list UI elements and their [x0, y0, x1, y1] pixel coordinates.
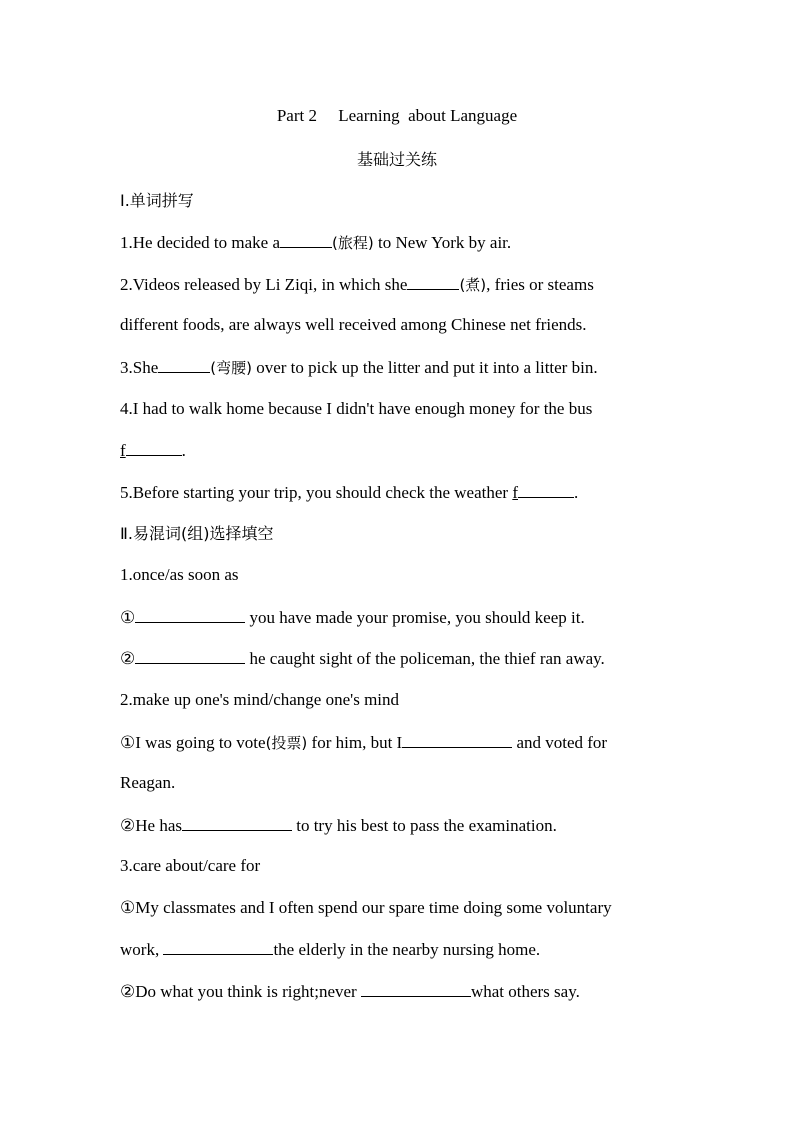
page-subtitle: 基础过关练 — [356, 150, 437, 169]
question-2-line-2: different foods, are always well received among Chinese net friends. — [120, 315, 587, 334]
g2a-text-mid: for him, but I — [307, 733, 403, 752]
q3-text-end: over to pick up the litter and put it into a litter bin. — [251, 358, 598, 377]
group-1-label: 1.once/as soon as — [120, 565, 239, 584]
group-3-label: 3.care about/care for — [120, 856, 261, 875]
q3-blank[interactable] — [158, 356, 210, 373]
g1a-marker: ① — [120, 608, 136, 627]
g2b-text: He has — [135, 816, 182, 835]
q3-hint: (弯腰) — [210, 359, 252, 377]
g1b-text: he caught sight of the policeman, the thief ran away. — [245, 649, 605, 668]
page-title: Part 2 Learning about Language — [276, 106, 518, 125]
q1-text: 1.He decided to make a — [120, 233, 281, 252]
g1a-text: you have made your promise, you should keep it. — [245, 608, 585, 627]
q2-text: 2.Videos released by Li Ziqi, in which she — [120, 275, 408, 294]
group-3-item-b — [120, 980, 680, 1003]
g2a-text: I was going to vote — [135, 733, 266, 752]
q5-blank[interactable] — [518, 481, 574, 498]
g3b-marker: ② — [120, 982, 136, 1001]
question-2 — [120, 273, 680, 296]
question-4-line-2 — [120, 439, 680, 462]
g2a-blank[interactable] — [402, 731, 512, 748]
g1b-marker: ② — [120, 649, 136, 668]
question-3 — [120, 356, 680, 379]
q5-first-letter: f — [512, 483, 518, 502]
g3a-marker: ① — [120, 898, 136, 917]
q1-text-end: to New York by air. — [373, 233, 512, 252]
group-1-item-a — [120, 606, 680, 629]
g3b-text: Do what you think is right;never — [135, 982, 361, 1001]
q2-blank[interactable] — [407, 273, 459, 290]
g2a-hint: (投票) — [265, 734, 308, 752]
q5-text: 5.Before starting your trip, you should check the weather — [120, 483, 513, 502]
q2-hint: (煮) — [459, 276, 487, 294]
group-2-item-b — [120, 814, 680, 837]
group-1-item-b — [120, 647, 680, 670]
q2-text-end: , fries or steams — [486, 275, 594, 294]
g2b-blank[interactable] — [182, 814, 292, 831]
q3-text: 3.She — [120, 358, 159, 377]
g3a-text-2: work, — [120, 940, 164, 959]
g3a-blank[interactable] — [163, 938, 273, 955]
group-3-item-a — [120, 897, 680, 919]
g3b-text-end: what others say. — [470, 982, 580, 1001]
group-3-item-a-line-2 — [120, 938, 680, 961]
group-2-item-a — [120, 731, 680, 754]
g1a-blank[interactable] — [135, 606, 245, 623]
q4-blank[interactable] — [126, 439, 182, 456]
q4-end: . — [181, 441, 186, 460]
section-2-heading: Ⅱ.易混词(组)选择填空 — [120, 524, 274, 543]
g2a-text-end: and voted for — [512, 733, 608, 752]
group-2-label: 2.make up one's mind/change one's mind — [120, 690, 400, 709]
q1-hint: (旅程) — [332, 234, 374, 252]
g3a-text: My classmates and I often spend our spare time doing some voluntary — [135, 898, 612, 917]
q1-blank[interactable] — [280, 231, 332, 248]
question-4: 4.I had to walk home because I didn't have enough money for the bus — [120, 399, 593, 418]
g2b-text-end: to try his best to pass the examination. — [291, 816, 557, 835]
question-5 — [120, 481, 680, 504]
g3a-text-end: the elderly in the nearby nursing home. — [273, 940, 541, 959]
g3b-blank[interactable] — [361, 980, 471, 997]
group-2-item-a-line-2: Reagan. — [120, 773, 176, 792]
g2a-marker: ① — [120, 733, 136, 752]
q5-end: . — [573, 483, 579, 502]
section-1-heading: Ⅰ.单词拼写 — [120, 191, 194, 210]
question-1 — [120, 231, 680, 254]
q4-first-letter: f — [120, 441, 126, 460]
g2b-marker: ② — [120, 816, 136, 835]
g1b-blank[interactable] — [135, 647, 245, 664]
